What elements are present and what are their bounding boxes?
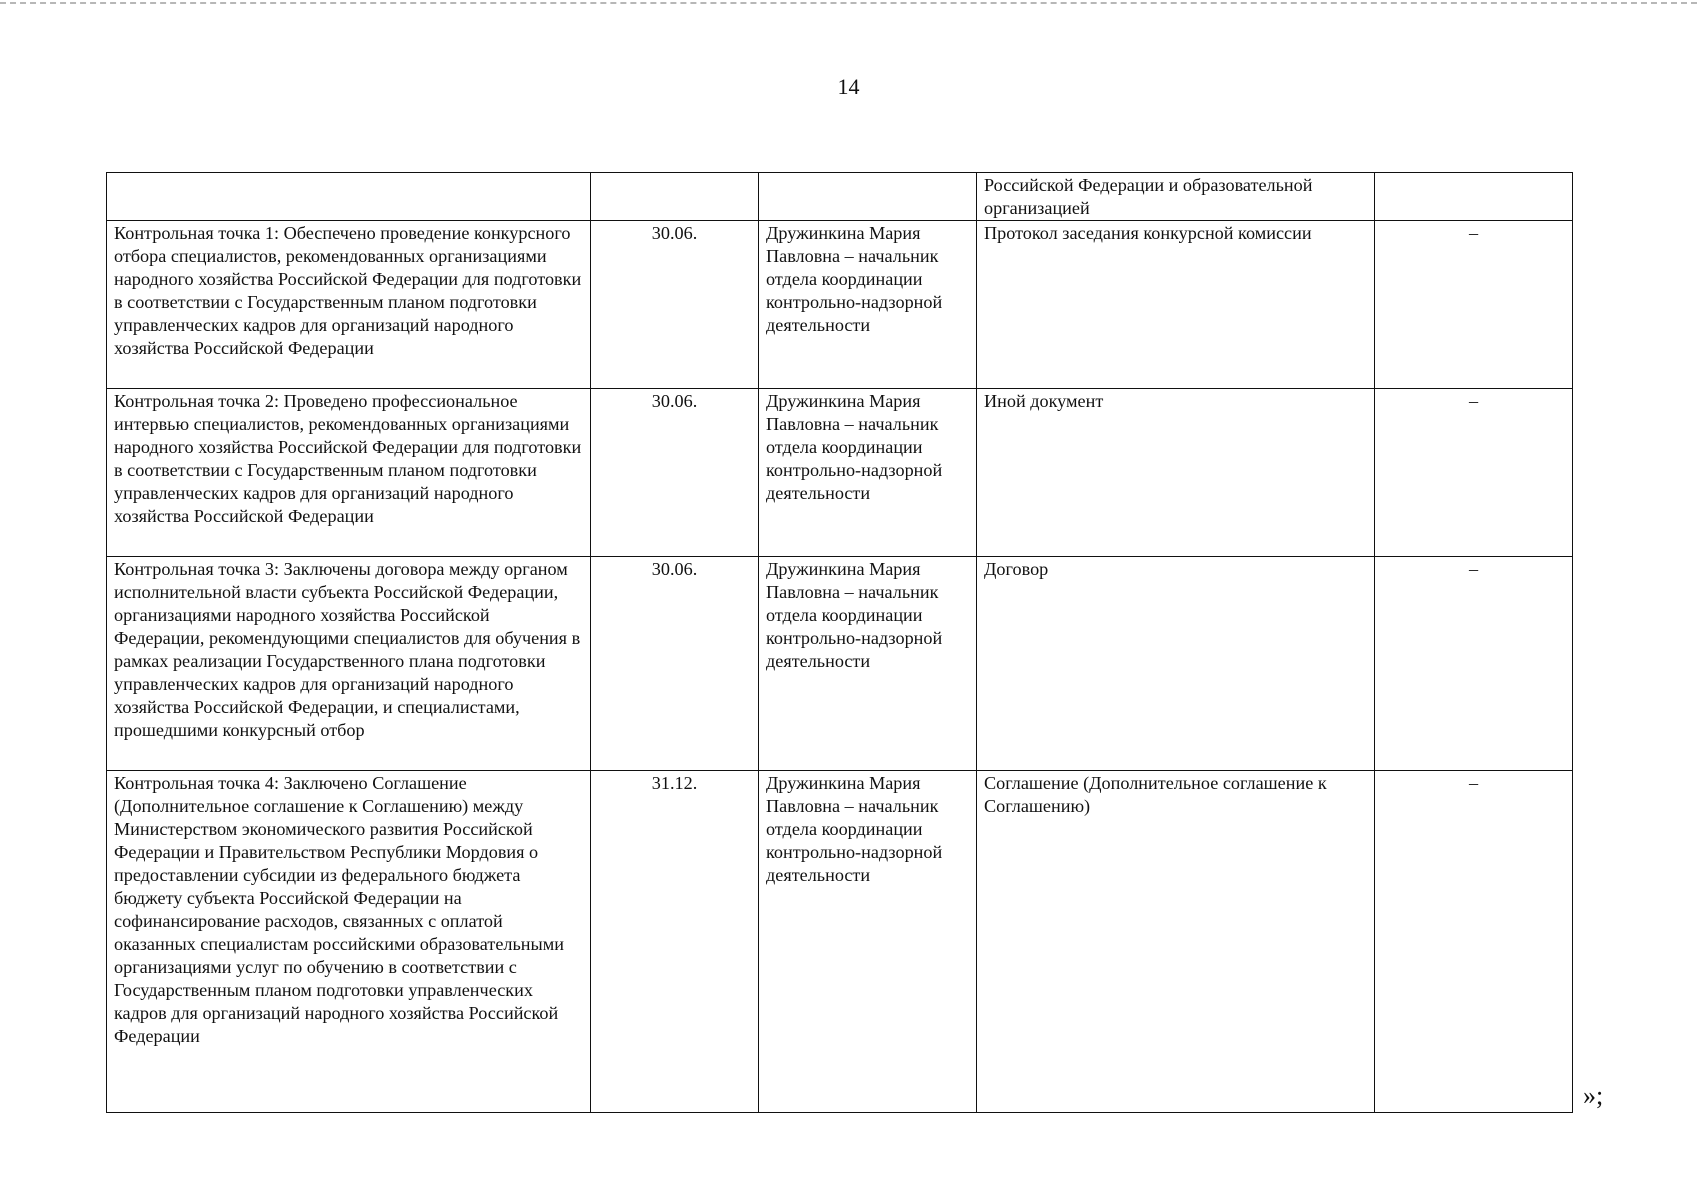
cell-checkpoint: Контрольная точка 4: Заключено Соглашение (Дополнительное соглашение к Соглашению) между Министерством экономического развития Российской Федерации и Правительством Республики Мордовия о предоставлении субсидии из федерального бюджета бюджету субъекта Российской Федерации на софинансирование расходов, связанных с оплатой оказанных специалистам российскими образовательными организациями услуг по обучению в соответствии с Государственным планом подготовки управленческих кадров для организаций народного хозяйства Российской Федерации [107,771,591,1113]
cell-responsible [759,173,977,221]
cell-mark: – [1375,557,1573,771]
cell-document: Договор [977,557,1375,771]
table-row [107,389,1573,557]
page-number: 14 [837,74,860,99]
cell-document: Протокол заседания конкурсной комиссии [977,221,1375,389]
cell-document: Российской Федерации и образовательной организацией [977,173,1375,221]
cell-responsible: Дружинкина Мария Павловна – начальник отдела координации контрольно-надзорной деятельности [759,389,977,557]
cell-mark: – [1375,771,1573,1113]
cell-document: Иной документ [977,389,1375,557]
cell-responsible: Дружинкина Мария Павловна – начальник отдела координации контрольно-надзорной деятельности [759,771,977,1113]
cell-document: Соглашение (Дополнительное соглашение к Соглашению) [977,771,1375,1113]
cell-checkpoint: Контрольная точка 2: Проведено профессиональное интервью специалистов, рекомендованных организациями народного хозяйства Российской Федерации для подготовки в соответствии с Государственным планом подготовки управленческих кадров для организаций народного хозяйства Российской Федерации [107,389,591,557]
cell-checkpoint [107,173,591,221]
table-row [107,221,1573,389]
cell-checkpoint: Контрольная точка 3: Заключены договора между органом исполнительной власти субъекта Российской Федерации, организациями народного хозяйства Российской Федерации, рекомендующими специалистов для обучения в рамках реализации Государственного плана подготовки управленческих кадров для организаций народного хозяйства Российской Федерации, и специалистами, прошедшими конкурсный отбор [107,557,591,771]
cell-mark: – [1375,221,1573,389]
cell-date: 31.12. [591,771,759,1113]
cell-date: 30.06. [591,221,759,389]
table-row [107,557,1573,771]
cell-mark: – [1375,389,1573,557]
cell-responsible: Дружинкина Мария Павловна – начальник отдела координации контрольно-надзорной деятельности [759,557,977,771]
checkpoints-table [106,172,1573,1113]
cell-mark [1375,173,1573,221]
table-row-continuation [107,173,1573,221]
cell-date: 30.06. [591,389,759,557]
closing-quote-mark: »; [1583,1081,1604,1110]
table-row [107,771,1573,1113]
cell-date [591,173,759,221]
scan-edge-line [0,2,1697,4]
cell-date: 30.06. [591,557,759,771]
cell-checkpoint: Контрольная точка 1: Обеспечено проведение конкурсного отбора специалистов, рекомендованных организациями народного хозяйства Российской Федерации для подготовки в соответствии с Государственным планом подготовки управленческих кадров для организаций народного хозяйства Российской Федерации [107,221,591,389]
cell-responsible: Дружинкина Мария Павловна – начальник отдела координации контрольно-надзорной деятельности [759,221,977,389]
